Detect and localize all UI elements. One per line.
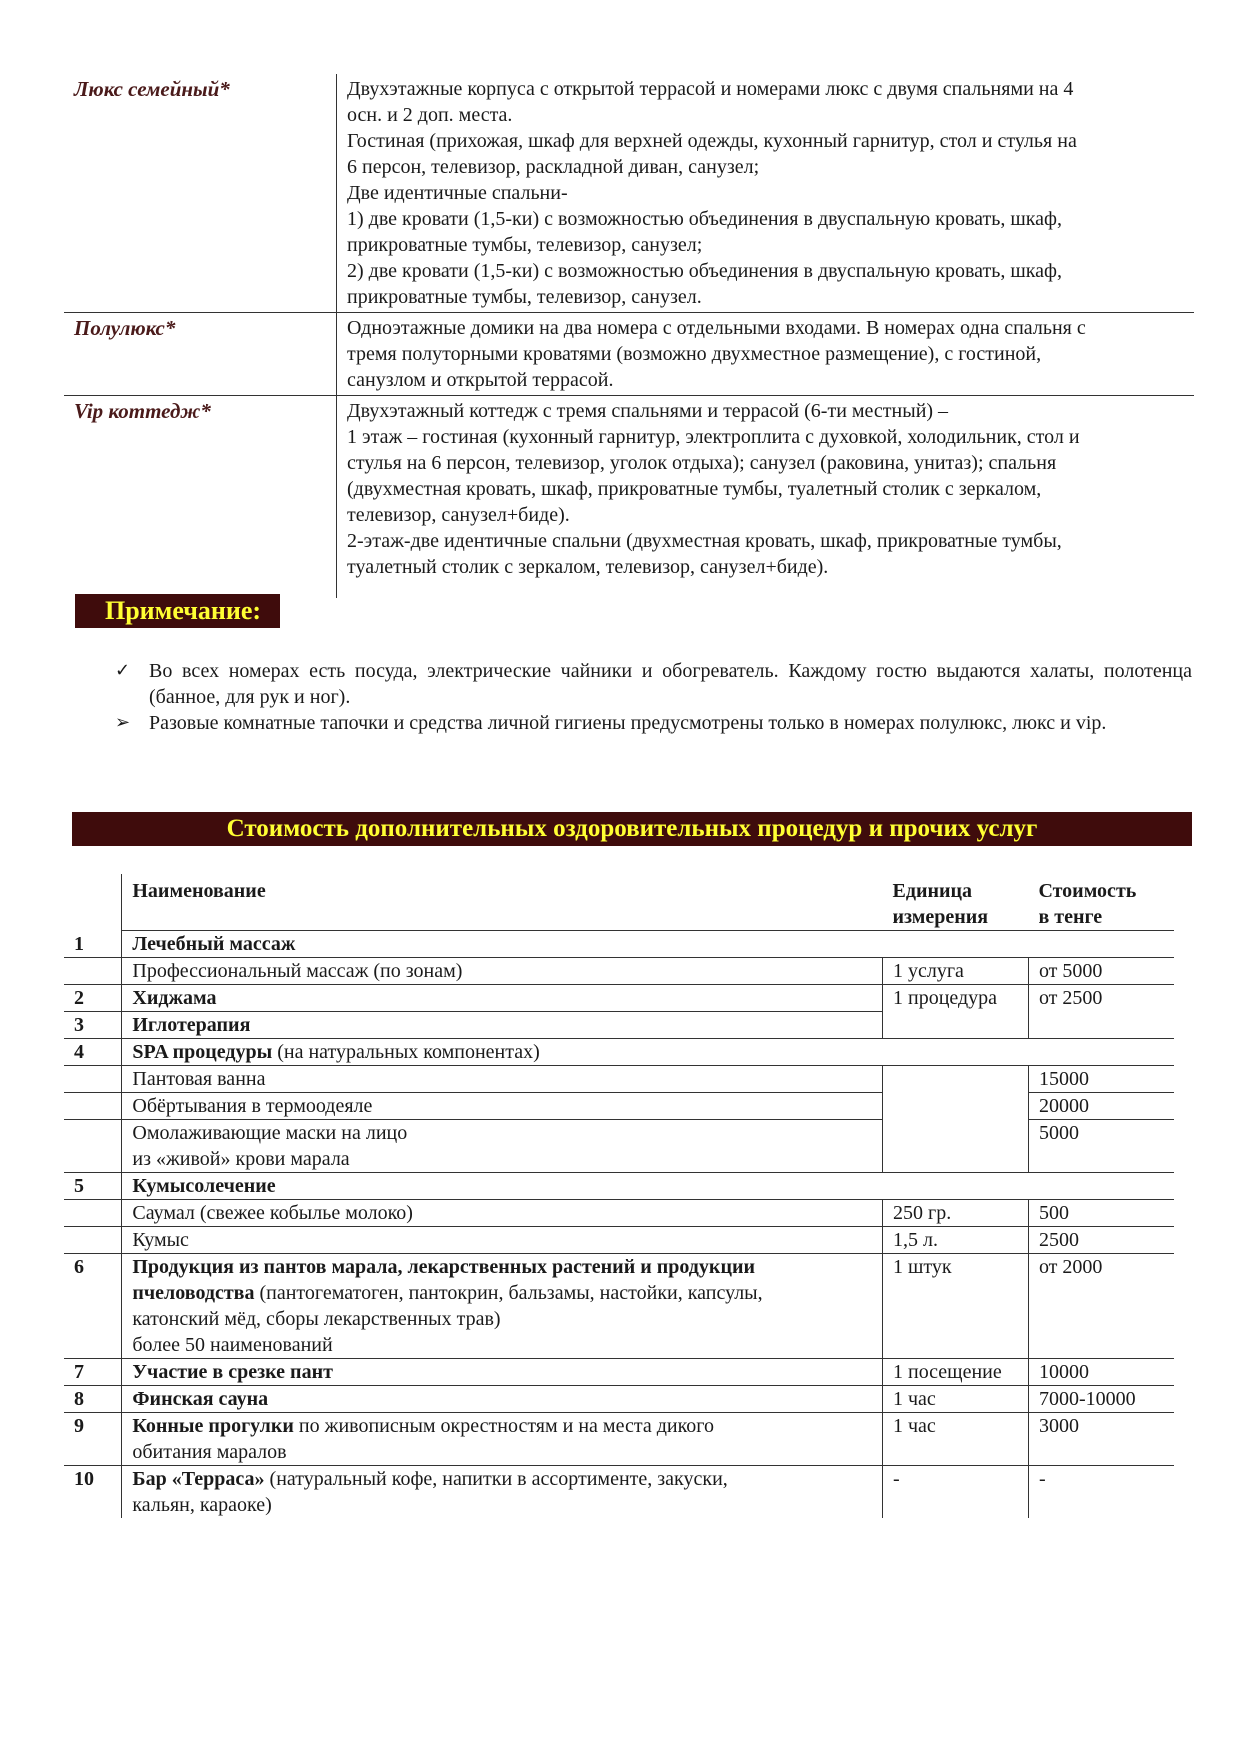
row-price: от 2000 (1028, 1254, 1174, 1359)
row-num: 3 (64, 1012, 122, 1039)
room-row-lux-family (64, 74, 1194, 313)
table-row (64, 1413, 1174, 1466)
row-name: Кумыс (122, 1227, 883, 1254)
note-item (115, 658, 1192, 710)
row-name-bold: Бар «Терраса» (132, 1468, 265, 1490)
row-name-rest: по живописным окрестностям и на места дикого (293, 1415, 714, 1437)
row-unit (882, 1066, 1028, 1173)
header-name (122, 874, 883, 931)
room-desc-line: 2-этаж-две идентичные спальни (двухместная кровать, шкаф, прикроватные тумбы, (347, 530, 1062, 552)
table-row (64, 1066, 1174, 1093)
row-unit: 1 посещение (882, 1359, 1028, 1386)
room-desc-line: осн. и 2 доп. места. (347, 104, 513, 126)
row-price: 7000-10000 (1028, 1386, 1174, 1413)
row-num (64, 1066, 122, 1093)
row-num: 2 (64, 985, 122, 1012)
row-price: 15000 (1028, 1066, 1174, 1093)
row-unit: 1 штук (882, 1254, 1028, 1359)
row-num: 9 (64, 1413, 122, 1466)
row-name: Саумал (свежее кобылье молоко) (122, 1200, 883, 1227)
note-text: Разовые комнатные тапочки и средства личной гигиены предусмотрены только в номерах полулюкс, люкс и vip. (149, 712, 1107, 734)
room-desc-line: 6 персон, телевизор, раскладной диван, санузел; (347, 156, 760, 178)
room-desc-line: телевизор, санузел+биде). (347, 504, 570, 526)
table-row (64, 931, 1174, 958)
row-name: Лечебный массаж (122, 931, 883, 958)
room-desc-line: Двухэтажные корпуса с открытой террасой и номерами люкс с двумя спальнями на 4 (347, 78, 1074, 100)
row-name-line: из «живой» крови марала (132, 1148, 350, 1170)
header-spacer (132, 904, 874, 930)
header-name-text: Наименование (132, 880, 266, 902)
header-unit-line: Единица (892, 880, 973, 902)
row-name: Пантовая ванна (122, 1066, 883, 1093)
row-num (64, 1093, 122, 1120)
room-row-semi-lux (64, 313, 1194, 396)
row-num (64, 958, 122, 985)
table-row (64, 1227, 1174, 1254)
row-unit: 1,5 л. (882, 1227, 1028, 1254)
room-description (337, 74, 1195, 313)
row-price: 2500 (1028, 1227, 1174, 1254)
row-num: 8 (64, 1386, 122, 1413)
table-row (64, 1254, 1174, 1359)
room-desc-line: 1) две кровати (1,5-ки) с возможностью объединения в двуспальную кровать, шкаф, (347, 208, 1063, 230)
row-name: Финская сауна (122, 1386, 883, 1413)
row-name (122, 1466, 883, 1519)
note-text: Во всех номерах есть посуда, электрические чайники и обогреватель. Каждому гостю выдаются халаты, полотенца (банное, для рук и ног). (149, 660, 1192, 708)
row-name: Кумысолечение (122, 1173, 1174, 1200)
row-price (1028, 931, 1174, 958)
row-num: 1 (64, 931, 122, 958)
table-row (64, 1039, 1174, 1066)
row-name-line: Продукция из пантов марала, лекарственных растений и продукции (132, 1256, 756, 1278)
row-name-bold: Конные прогулки (132, 1415, 294, 1437)
room-description (337, 396, 1195, 599)
row-name (122, 1039, 1174, 1066)
row-price: - (1028, 1466, 1174, 1519)
row-unit: 1 час (882, 1413, 1028, 1466)
header-price-line: в тенге (1038, 906, 1103, 928)
table-row (64, 958, 1174, 985)
row-num: 10 (74, 1468, 94, 1490)
header-unit-line: измерения (892, 906, 989, 928)
room-name: Vip коттедж* (64, 396, 337, 599)
room-name: Люкс семейный* (74, 77, 230, 101)
header-num (64, 874, 122, 931)
room-desc-line: Одноэтажные домики на два номера с отдельными входами. В номерах одна спальня с (347, 317, 1086, 339)
row-unit: 1 час (882, 1386, 1028, 1413)
row-name-line: Омолаживающие маски на лицо (132, 1122, 408, 1144)
room-types-table (64, 74, 1194, 598)
row-name-rest: (пантогематоген, пантокрин, бальзамы, настойки, капсулы, (254, 1282, 763, 1304)
room-desc-line: санузлом и открытой террасой. (347, 369, 614, 391)
notes-list (115, 658, 1192, 736)
services-table (64, 874, 1174, 1518)
checkmark-icon: ✓ (115, 660, 131, 681)
row-num: 7 (64, 1359, 122, 1386)
row-name-line: кальян, караоке) (132, 1494, 272, 1516)
room-name: Полулюкс* (64, 313, 337, 396)
room-row-vip-cottage (64, 396, 1194, 599)
row-name-bold: SPA процедуры (132, 1041, 273, 1063)
room-desc-line: Две идентичные спальни- (347, 182, 568, 204)
table-row (64, 985, 1174, 1012)
row-num: 5 (64, 1173, 122, 1200)
table-header-row (64, 874, 1174, 931)
room-desc-line: стулья на 6 персон, телевизор, уголок отдыха); санузел (раковина, унитаз); спальня (347, 452, 1057, 474)
note-banner: Примечание: (75, 594, 280, 628)
row-name-rest: (натуральный кофе, напитки в ассортименте, закуски, (264, 1468, 728, 1490)
table-row (64, 1386, 1174, 1413)
row-unit: 1 процедура (882, 985, 1028, 1039)
row-unit: 1 услуга (882, 958, 1028, 985)
row-num: 6 (64, 1254, 122, 1359)
table-row (64, 1466, 1174, 1519)
row-unit: - (882, 1466, 1028, 1519)
row-unit: 250 гр. (882, 1200, 1028, 1227)
row-num: 4 (64, 1039, 122, 1066)
room-desc-line: 2) две кровати (1,5-ки) с возможностью объединения в двуспальную кровать, шкаф, (347, 260, 1063, 282)
row-name-line: катонский мёд, сборы лекарственных трав) (132, 1308, 501, 1330)
room-desc-line: тремя полуторными кроватями (возможно двухместное размещение), с гостиной, (347, 343, 1042, 365)
header-price (1028, 874, 1174, 931)
room-desc-line: Гостиная (прихожая, шкаф для верхней одежды, кухонный гарнитур, стол и стулья на (347, 130, 1077, 152)
row-price: 20000 (1028, 1093, 1174, 1120)
row-name (122, 1413, 883, 1466)
row-price: от 2500 (1028, 985, 1174, 1039)
room-desc-line: прикроватные тумбы, телевизор, санузел. (347, 286, 702, 308)
row-name (122, 1120, 883, 1173)
row-name: Профессиональный массаж (по зонам) (122, 958, 883, 985)
row-price: 10000 (1028, 1359, 1174, 1386)
table-row (64, 1173, 1174, 1200)
row-name-line: более 50 наименований (132, 1334, 333, 1356)
room-desc-line: туалетный столик с зеркалом, телевизор, санузел+биде). (347, 556, 829, 578)
row-name: Хиджама (122, 985, 883, 1012)
row-price: от 5000 (1028, 958, 1174, 985)
row-name-bold: пчеловодства (132, 1282, 255, 1304)
note-item (115, 710, 1192, 736)
row-price: 5000 (1028, 1120, 1174, 1173)
row-price: 500 (1028, 1200, 1174, 1227)
room-desc-line: (двухместная кровать, шкаф, прикроватные тумбы, туалетный столик с зеркалом, (347, 478, 1042, 500)
row-name: Обёртывания в термоодеяле (122, 1093, 883, 1120)
row-name-rest: (на натуральных компонентах) (272, 1041, 540, 1063)
room-description (337, 313, 1195, 396)
row-num (64, 1200, 122, 1227)
row-price: 3000 (1028, 1413, 1174, 1466)
arrow-bullet-icon: ➢ (115, 712, 131, 733)
header-price-line: Стоимость (1038, 880, 1137, 902)
row-name (122, 1254, 883, 1359)
row-num (64, 1227, 122, 1254)
row-name-line: обитания маралов (132, 1441, 287, 1463)
services-banner: Стоимость дополнительных оздоровительных процедур и прочих услуг (72, 812, 1192, 846)
table-row (64, 1200, 1174, 1227)
table-row (64, 1359, 1174, 1386)
row-num (64, 1120, 122, 1173)
row-name: Иглотерапия (122, 1012, 883, 1039)
room-desc-line: 1 этаж – гостиная (кухонный гарнитур, электроплита с духовкой, холодильник, стол и (347, 426, 1080, 448)
row-unit (882, 931, 1028, 958)
row-name: Участие в срезке пант (122, 1359, 883, 1386)
header-unit (882, 874, 1028, 931)
room-desc-line: прикроватные тумбы, телевизор, санузел; (347, 234, 703, 256)
room-desc-line: Двухэтажный коттедж с тремя спальнями и террасой (6-ти местный) – (347, 400, 949, 422)
